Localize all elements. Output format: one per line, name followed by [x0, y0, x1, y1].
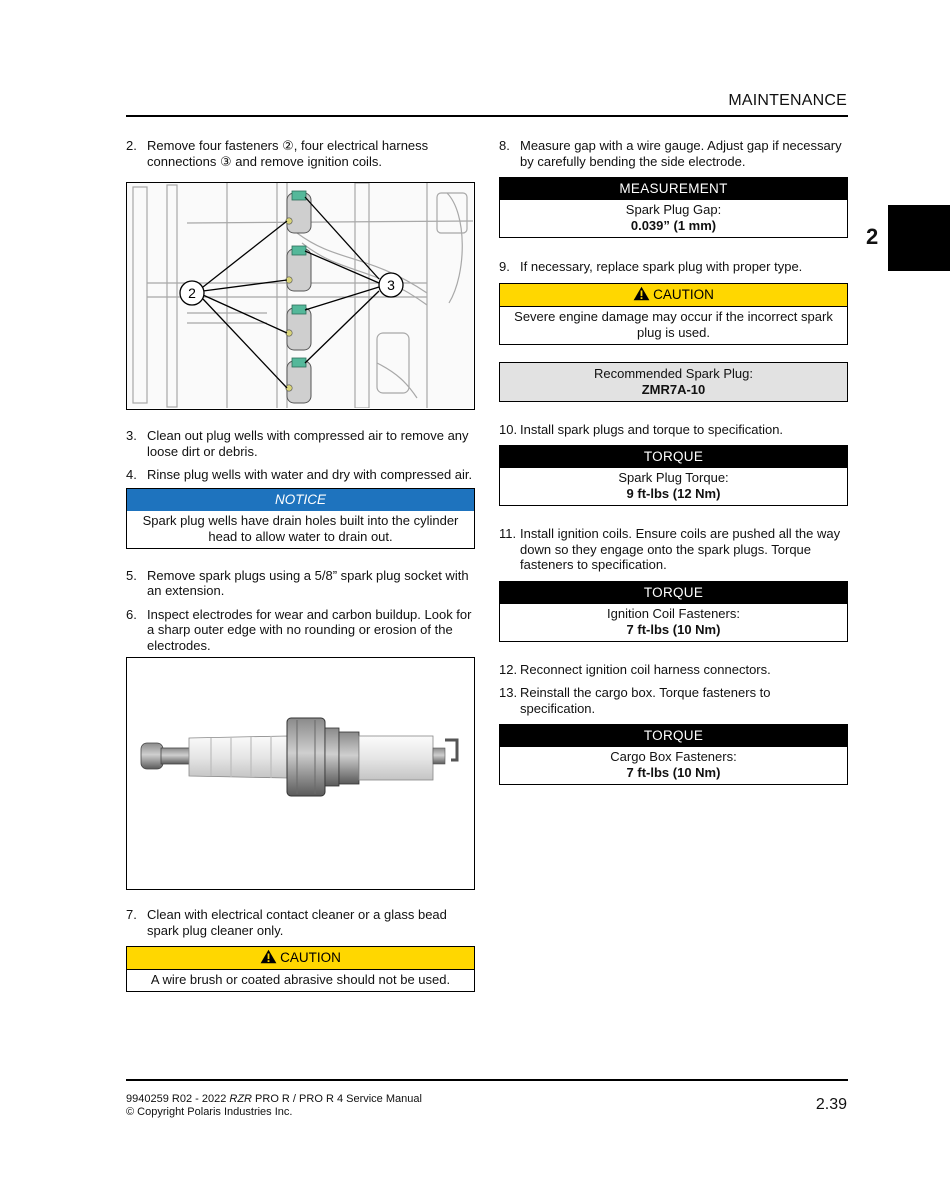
page-number: 2.39: [815, 1096, 847, 1113]
step-12: [499, 662, 848, 678]
caution-header: [127, 947, 474, 970]
step-number: 12.: [499, 661, 518, 677]
torque-label: TORQUE: [500, 725, 847, 747]
chapter-tab: [888, 205, 950, 271]
torque-name: Spark Plug Torque:: [618, 470, 729, 485]
step-number: 11.: [499, 526, 517, 541]
footer-document-info: [126, 1093, 422, 1119]
torque-value: 7 ft-lbs (10 Nm): [626, 621, 721, 637]
step-10: [499, 422, 848, 438]
step-text: Inspect electrodes for wear and carbon buildup. Look for a sharp outer edge with no rounding or erosion of the electrodes.: [147, 606, 472, 653]
step-number: 7.: [126, 907, 137, 922]
step-text: Clean out plug wells with compressed air to remove any loose dirt or debris.: [147, 428, 469, 459]
step-text: Reinstall the cargo box. Torque fasteners to specification.: [520, 685, 771, 716]
chapter-number: 2: [866, 224, 879, 249]
step-number: 9.: [499, 259, 510, 274]
step-9: [499, 259, 848, 275]
ignition-coil-illustration: [127, 183, 473, 408]
step-number: 8.: [499, 138, 510, 153]
torque-box-ignition-coil: [499, 581, 848, 642]
torque-value: 9 ft-lbs (12 Nm): [626, 486, 721, 501]
torque-name: Cargo Box Fasteners:: [610, 749, 737, 764]
step-text: Clean with electrical contact cleaner or a glass bead spark plug cleaner only.: [147, 907, 447, 938]
copyright: © Copyright Polaris Industries Inc.: [126, 1106, 293, 1118]
ignition-coil-figure: [126, 182, 475, 410]
step-number: 13.: [499, 685, 518, 700]
step-text: Rinse plug wells with water and dry with compressed air.: [147, 467, 473, 482]
step-3: [126, 428, 475, 459]
manual-title: 9940259 R02 - 2022 RZR PRO R / PRO R 4 Service Manual: [126, 1093, 422, 1105]
step-text: If necessary, replace spark plug with proper type.: [520, 259, 803, 274]
step-number: 4.: [126, 467, 137, 482]
step-text: Install spark plugs and torque to specification.: [520, 421, 784, 437]
spark-plug-illustration: [127, 658, 473, 888]
step-number: 2.: [126, 138, 137, 153]
notice-text: Spark plug wells have drain holes built into the cylinder head to allow water to drain out.: [142, 512, 459, 544]
caution-label: CAUTION: [653, 286, 714, 302]
measurement-label: MEASUREMENT: [500, 178, 847, 200]
step-13: [499, 685, 848, 716]
torque-label: TORQUE: [500, 446, 847, 468]
step-11: [499, 526, 848, 573]
callout-2: 2: [188, 285, 196, 301]
step-text: Install ignition coils. Ensure coils are pushed all the way down so they engage onto the spark plugs. Torque fasteners to specification.: [520, 526, 841, 572]
section-title: MAINTENANCE: [728, 92, 847, 109]
recommended-label: Recommended Spark Plug:: [594, 365, 753, 381]
step-number: 10.: [499, 421, 518, 437]
warning-icon: [260, 949, 277, 964]
recommended-plug-box: [499, 362, 848, 402]
step-4: [126, 467, 475, 483]
caution-text: Severe engine damage may occur if the incorrect spark plug is used.: [514, 308, 833, 340]
measurement-box: [499, 177, 848, 238]
step-5: [126, 568, 475, 599]
right-column: [499, 138, 848, 785]
torque-value: 7 ft-lbs (10 Nm): [626, 765, 721, 780]
header-rule: [126, 115, 848, 117]
left-column: [126, 138, 475, 992]
step-text: Remove four fasteners ②, four electrical harness connections ③ and remove ignition coils.: [147, 138, 429, 169]
step-number: 6.: [126, 606, 137, 622]
caution-header: [500, 284, 847, 307]
torque-name: Ignition Coil Fasteners:: [607, 605, 740, 621]
caution-box-spark-plug: [499, 283, 848, 345]
callout-3: 3: [387, 277, 395, 293]
spark-plug-figure: [126, 657, 475, 890]
step-2: [126, 138, 475, 169]
measurement-name: Spark Plug Gap:: [625, 202, 722, 217]
notice-box: [126, 488, 475, 549]
warning-icon: [633, 286, 650, 301]
step-6: [126, 607, 475, 654]
measurement-value: 0.039” (1 mm): [630, 218, 717, 233]
step-text: Reconnect ignition coil harness connectors.: [520, 661, 771, 677]
torque-label: TORQUE: [500, 582, 847, 604]
step-number: 3.: [126, 428, 137, 443]
step-7: [126, 907, 475, 938]
caution-box-wire-brush: [126, 946, 475, 992]
torque-box-spark-plug: [499, 445, 848, 506]
caution-text: A wire brush or coated abrasive should not be used.: [150, 972, 451, 987]
step-8: [499, 138, 848, 169]
footer-rule: [126, 1079, 848, 1081]
caution-label: CAUTION: [280, 950, 341, 965]
torque-box-cargo-box: [499, 724, 848, 785]
step-number: 5.: [126, 567, 137, 583]
recommended-value: ZMR7A-10: [641, 381, 706, 397]
step-text: Measure gap with a wire gauge. Adjust gap if necessary by carefully bending the side electrode.: [520, 138, 842, 169]
step-text: Remove spark plugs using a 5/8” spark plug socket with an extension.: [147, 567, 469, 598]
notice-label: NOTICE: [127, 489, 474, 511]
